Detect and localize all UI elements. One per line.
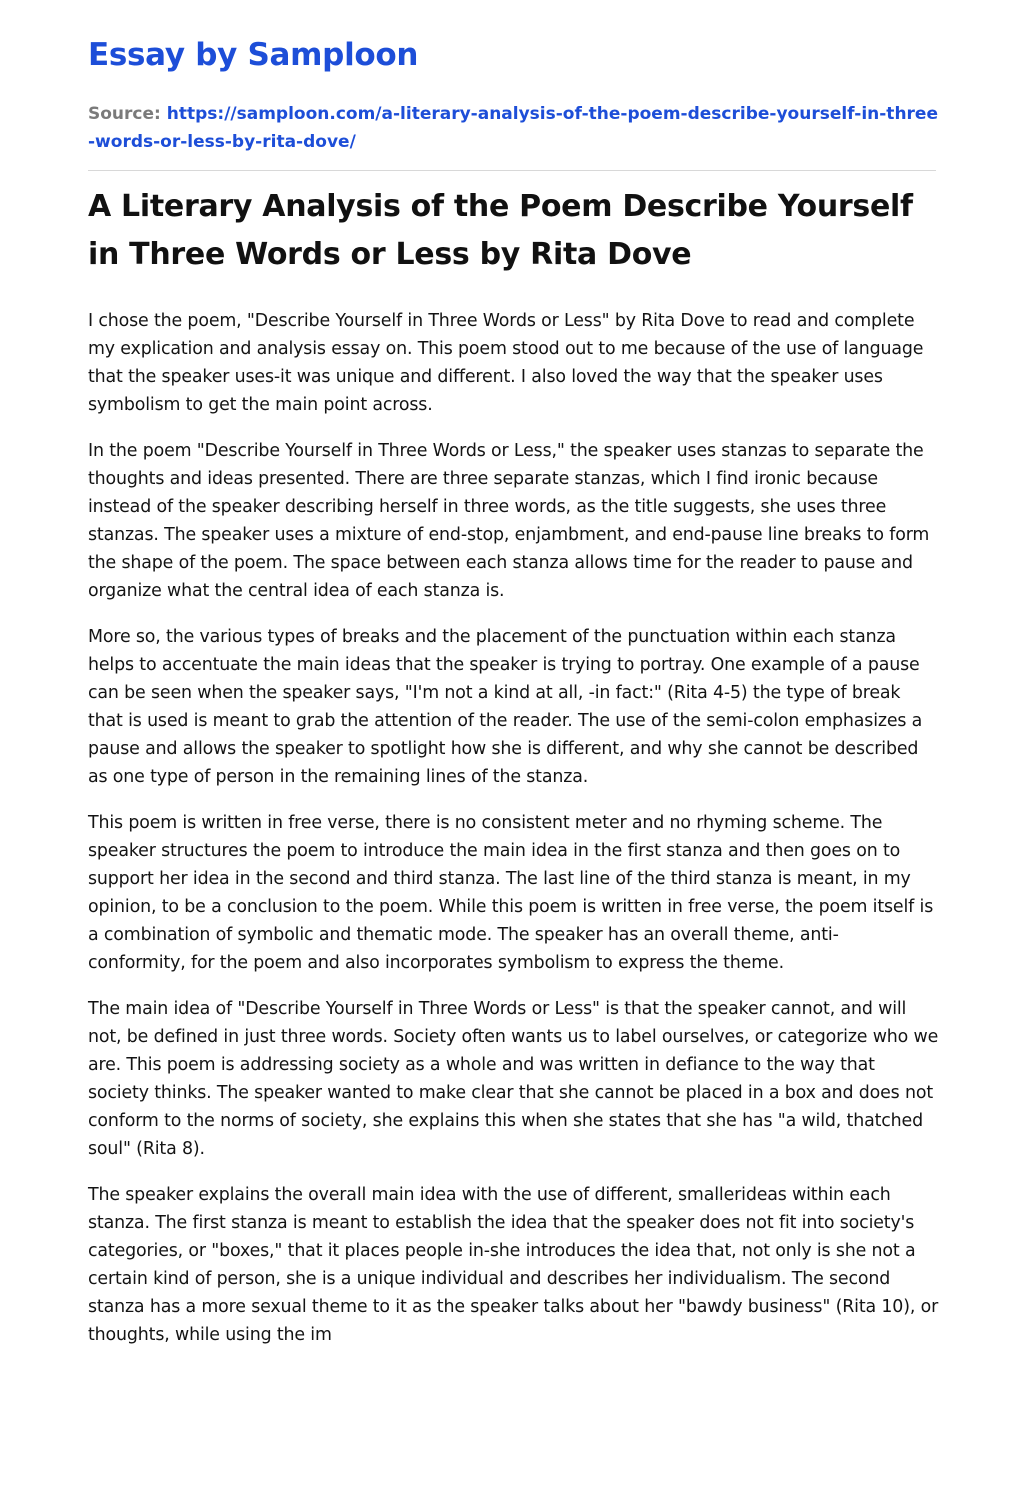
essay-paragraph: The speaker explains the overall main idea with the use of different, smallerideas within each stanza. The first stanza is meant to establish the idea that the speaker does not fit into society's categories, or "boxes," that it places people in-she introduces the idea that, not only is she not a certain kind of person, she is a unique individual and describes her individualism. The second stanza has a more sexual theme to it as the speaker talks about her "bawdy business" (Rita 10), or thoughts, while using the im [88, 1185, 939, 1345]
essay-paragraph: The main idea of "Describe Yourself in Three Words or Less" is that the speaker cannot, and will not, be defined in just three words. Society often wants us to label ourselves, or categorize who we are. This poem is addressing society as a whole and was written in defiance to the way that society thinks. The speaker wanted to make clear that she cannot be placed in a box and does not conform to the norms of society, she explains this when she states that she has "a wild, thatched soul" (Rita 8). [88, 999, 939, 1159]
source-link[interactable]: https://samploon.com/a-literary-analysis-of-the-poem-describe-yourself-in-three-words-or-less-by-rita-dove/ [88, 104, 938, 152]
essay-paragraph: This poem is written in free verse, there is no consistent meter and no rhyming scheme. The speaker structures the poem to introduce the main idea in the first stanza and then goes on to support her idea in the second and third stanza. The last line of the third stanza is meant, in my opinion, to be a conclusion to the poem. While this poem is written in free verse, the poem itself is a combination of symbolic and thematic mode. The speaker has an overall theme, anti- conformity, for the poem and also incorporates symbolism to express the theme. [88, 813, 934, 973]
essay-page [88, 30, 940, 1367]
site-brand-title: Essay by Samploon [88, 37, 419, 73]
header-divider [88, 170, 936, 171]
source-label: Source: [88, 104, 161, 124]
essay-body [88, 307, 940, 1349]
essay-paragraph: In the poem "Describe Yourself in Three Words or Less," the speaker uses stanzas to separate the thoughts and ideas presented. There are three separate stanzas, which I find ironic because instead of the speaker describing herself in three words, as the title suggests, she uses three stanzas. The speaker uses a mixture of end-stop, enjambment, and end-pause line breaks to form the shape of the poem. The space between each stanza allows time for the reader to pause and organize what the central idea of each stanza is. [88, 441, 930, 601]
essay-paragraph: I chose the poem, "Describe Yourself in Three Words or Less" by Rita Dove to read and complete my explication and analysis essay on. This poem stood out to me because of the use of language that the speaker uses-it was unique and different. I also loved the way that the speaker uses symbolism to get the main point across. [88, 311, 924, 415]
essay-title: A Literary Analysis of the Poem Describe Yourself in Three Words or Less by Rita Dove [88, 189, 913, 272]
essay-paragraph: More so, the various types of breaks and the placement of the punctuation within each stanza helps to accentuate the main ideas that the speaker is trying to portray. One example of a pause can be seen when the speaker says, "I'm not a kind at all, -in fact:" (Rita 4-5) the type of break that is used is meant to grab the attention of the reader. The use of the semi-colon emphasizes a pause and allows the speaker to spotlight how she is different, and why she cannot be described as one type of person in the remaining lines of the stanza. [88, 627, 923, 787]
source-line [88, 100, 940, 156]
